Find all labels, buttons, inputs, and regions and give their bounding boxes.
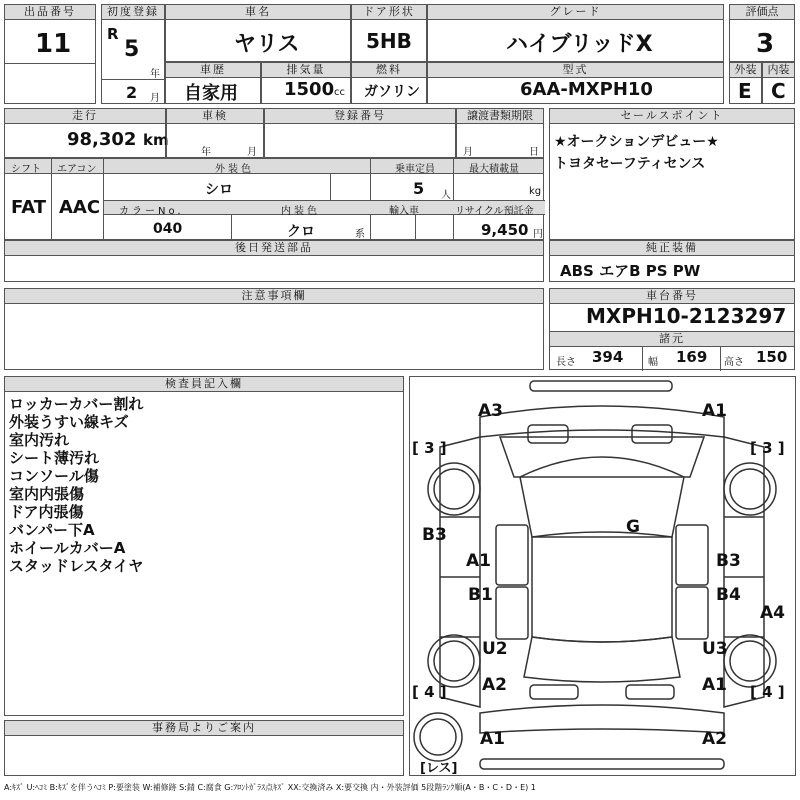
history: 自家用	[184, 83, 238, 104]
shift: FAT	[11, 197, 47, 218]
month-unit: 月	[150, 93, 160, 104]
chassis-box	[549, 288, 795, 370]
registration-cell	[101, 4, 165, 104]
equipment: ABS エアB PS PW	[560, 262, 701, 280]
height: 150	[756, 348, 788, 366]
damage-right-rear-door: B4	[716, 585, 741, 605]
transfer-day-unit: 日	[529, 147, 539, 158]
damage-front-left: A3	[478, 401, 503, 421]
damage-rear-right: A2	[702, 729, 727, 749]
int-grade: C	[771, 79, 786, 103]
grade-label: グレード	[428, 5, 723, 20]
ac: AAC	[59, 197, 101, 218]
office-box	[4, 720, 404, 776]
equipment-label: 純正装備	[550, 241, 794, 256]
inspector-note: ロッカーカバー割れ	[9, 395, 144, 413]
damage-left-rear-quarter: A2	[482, 675, 507, 695]
damage-left-rocker: U2	[482, 639, 508, 659]
inspection-year-unit: 年	[201, 147, 211, 158]
inspector-note: 外装うすい線キズ	[9, 413, 129, 431]
interior-unit: 系	[355, 229, 365, 240]
sales-point-2: トヨタセーフティセンス	[554, 156, 706, 172]
import-label: 輸入車	[389, 206, 419, 217]
interior-label: 内装色	[281, 206, 320, 217]
lot-number: 11	[35, 29, 72, 59]
damage-right-front-door: B3	[716, 551, 741, 571]
history-cell	[165, 62, 261, 104]
grade-cell	[427, 4, 724, 62]
ext-cell	[729, 62, 762, 104]
inspection-cell	[166, 108, 264, 158]
tire-rear-right: [ 4 ]	[750, 683, 785, 701]
damage-left-front-door: A1	[466, 551, 491, 571]
int-cell	[762, 62, 795, 104]
tire-front-right: [ 3 ]	[750, 439, 785, 457]
inspector-note: コンソール傷	[9, 467, 99, 485]
displacement-cell	[261, 62, 351, 104]
plate-cell	[264, 108, 456, 158]
model-code: 6AA-MXPH10	[520, 79, 653, 100]
transfer-month-unit: 月	[463, 147, 473, 158]
car-name-label: 車名	[166, 5, 350, 20]
car-name-cell	[165, 4, 351, 62]
mileage-label: 走行	[5, 109, 165, 124]
damage-right-rocker: U3	[702, 639, 728, 659]
spec-block	[4, 158, 544, 240]
registration-era: R	[107, 25, 119, 43]
door-label: ドア形状	[352, 5, 426, 20]
chassis-number: MXPH10-2123297	[586, 304, 787, 328]
sales-point-1: ★オークションデビュー★	[554, 134, 719, 150]
transfer-cell	[456, 108, 544, 158]
score: 3	[756, 29, 775, 59]
transfer-label: 譲渡書類期限	[457, 109, 543, 124]
car-name: ヤリス	[234, 32, 300, 57]
later-parts-label: 後日発送部品	[5, 241, 543, 256]
inspector-note: バンパー下A	[9, 521, 95, 539]
model-cell	[427, 62, 724, 104]
lot-cell	[4, 4, 96, 104]
car-diagram-sheet	[409, 376, 796, 776]
inspector-note: スタッドレスタイヤ	[9, 557, 144, 575]
recycle-label: リサイクル預託金	[455, 206, 534, 217]
model-label: 型式	[428, 63, 723, 78]
office-label: 事務局よりご案内	[5, 721, 403, 736]
tire-rear-left: [ 4 ]	[412, 683, 447, 701]
damage-rear-left: A1	[480, 729, 505, 749]
ac-label: エアコン	[57, 164, 97, 175]
inspector-note: ドア内張傷	[9, 503, 84, 521]
inspector-note: ホイールカバーA	[9, 539, 126, 557]
recycle-unit: 円	[533, 229, 543, 240]
width-label: 幅	[648, 357, 658, 368]
ext-grade: E	[738, 79, 752, 103]
damage-right-rear-fender: A4	[760, 603, 785, 623]
equipment-box	[549, 240, 795, 282]
length: 394	[592, 348, 624, 366]
color: シロ	[205, 182, 233, 198]
sales-label: セールスポイント	[550, 109, 794, 124]
int-label: 内装	[763, 63, 794, 78]
fuel: ガソリン	[364, 84, 420, 100]
grade: ハイブリッドX	[506, 32, 653, 57]
recycle-fee: 9,450	[481, 221, 529, 239]
seats-unit: 人	[441, 190, 451, 201]
displacement-label: 排気量	[262, 63, 350, 78]
inspector-label: 検査員記入欄	[5, 377, 403, 392]
mileage-cell	[4, 108, 169, 158]
inspection-label: 車検	[167, 109, 263, 124]
score-cell	[729, 4, 795, 62]
later-parts-box	[4, 240, 544, 282]
damage-legend: A:ｷｽﾞ U:ﾍｺﾐ B:ｷｽﾞを伴うﾍｺﾐ P:要塗装 W:補修跡 S:錆 C:腐食 G:ﾌﾛﾝﾄｶﾞﾗｽ点ｷｽﾞ XX:交換済み X:要交換 内・外装評価 5段階ﾗﾝｸ順(A・B・C・D・E) 1	[4, 783, 536, 792]
spare-tire: [レス]	[420, 761, 458, 776]
plate-label: 登録番号	[265, 109, 455, 124]
history-label: 車歴	[166, 63, 260, 78]
mileage-unit: km	[143, 131, 169, 149]
shift-label: シフト	[11, 164, 41, 175]
fuel-cell	[351, 62, 427, 104]
sales-point-box	[549, 108, 795, 240]
inspector-box	[4, 376, 404, 716]
door-cell	[351, 4, 427, 62]
inspector-note: 室内汚れ	[9, 431, 70, 449]
damage-right-rear-quarter: A1	[702, 675, 727, 695]
door-type: 5HB	[366, 29, 412, 53]
year-unit: 年	[150, 69, 160, 80]
registration-month: 2	[126, 83, 138, 102]
fuel-label: 燃料	[352, 63, 426, 78]
registration-year: 5	[124, 37, 140, 62]
damage-roof: G	[626, 517, 640, 537]
damage-left-front-fender: B3	[422, 525, 447, 545]
tire-front-left: [ 3 ]	[412, 439, 447, 457]
displacement: 1500	[284, 79, 335, 100]
interior-color: クロ	[287, 224, 315, 240]
dims-label: 諸元	[550, 331, 794, 347]
inspection-month-unit: 月	[247, 147, 257, 158]
load-label: 最大積載量	[469, 164, 519, 175]
mileage: 98,302	[67, 129, 137, 150]
load-unit: kg	[529, 186, 542, 197]
ext-label: 外装	[730, 63, 761, 78]
caution-label: 注意事項欄	[5, 289, 543, 304]
caution-box	[4, 288, 544, 370]
seats: 5	[413, 179, 425, 198]
color-label: 外装色	[215, 164, 254, 175]
seats-label: 乗車定員	[395, 164, 435, 175]
width: 169	[676, 348, 708, 366]
car-outline-diagram	[410, 377, 795, 775]
color-number: 040	[153, 221, 183, 237]
lot-label: 出品番号	[5, 5, 95, 20]
damage-left-rear-door: B1	[468, 585, 493, 605]
chassis-label: 車台番号	[550, 289, 794, 304]
inspector-note: シート薄汚れ	[9, 449, 100, 467]
score-label: 評価点	[730, 5, 794, 20]
inspector-note: 室内内張傷	[9, 485, 85, 503]
displacement-unit: cc	[334, 87, 345, 98]
height-label: 高さ	[724, 357, 744, 368]
length-label: 長さ	[556, 357, 576, 368]
damage-front-right: A1	[702, 401, 727, 421]
registration-label: 初度登録	[102, 5, 164, 20]
color-no-label: カラーNo.	[119, 206, 184, 217]
